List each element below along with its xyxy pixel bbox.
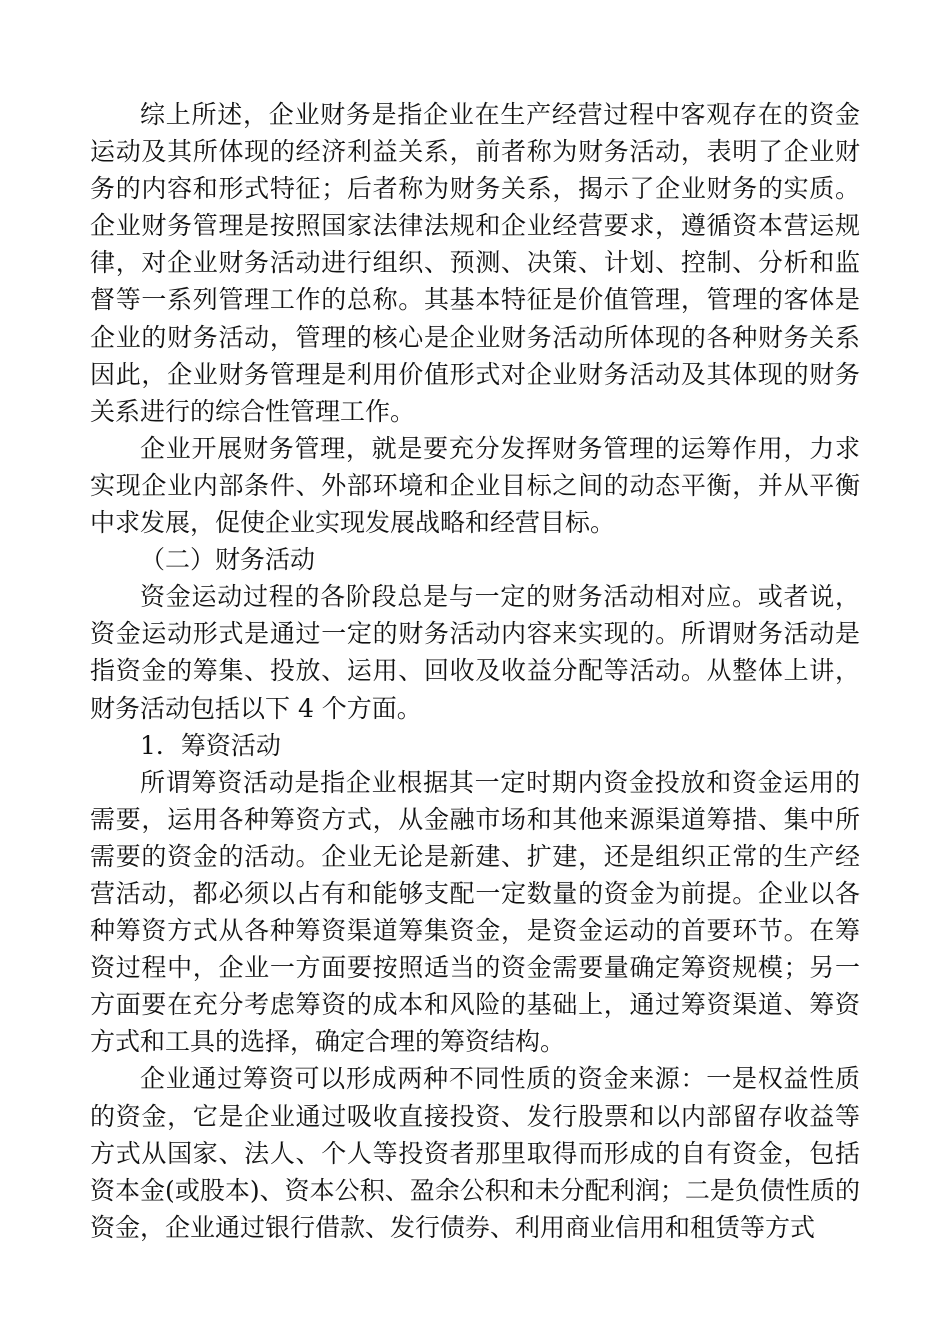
paragraph-capital-movement: 资金运动过程的各阶段总是与一定的财务活动相对应。或者说，资金运动形式是通过一定的财务活动内容来实现的。所谓财务活动是指资金的筹集、投放、运用、回收及收益分配等活动。从整体上讲，财务活动包括以下 4 个方面。 xyxy=(90,582,860,723)
paragraph-financial-management: 企业开展财务管理，就是要充分发挥财务管理的运筹作用，力求实现企业内部条件、外部环境和企业目标之间的动态平衡，并从平衡中求发展，促使企业实现发展战略和经营目标。 xyxy=(90,433,860,538)
subsection-heading-financing: 1．筹资活动 xyxy=(140,730,281,760)
paragraph-capital-sources: 企业通过筹资可以形成两种不同性质的资金来源：一是权益性质的资金，它是企业通过吸收直接投资、发行股票和以内部留存收益等方式从国家、法人、个人等投资者那里取得而形成的自有资金，包括资本金(或股本)、资本公积、盈余公积和未分配利润；二是负债性质的资金，企业通过银行借款、发行债券、利用商业信用和租赁等方式 xyxy=(90,1064,860,1242)
paragraph-financing-activities: 所谓筹资活动是指企业根据其一定时期内资金投放和资金运用的需要，运用各种筹资方式，从金融市场和其他来源渠道筹措、集中所需要的资金的活动。企业无论是新建、扩建，还是组织正常的生产经营活动，都必须以占有和能够支配一定数量的资金为前提。企业以各种筹资方式从各种筹资渠道筹集资金，是资金运动的首要环节。在筹资过程中，企业一方面要按照适当的资金需要量确定筹资规模；另一方面要在充分考虑筹资的成本和风险的基础上，通过筹资渠道、筹资方式和工具的选择，确定合理的筹资结构。 xyxy=(90,767,860,1057)
paragraph-summary: 综上所述，企业财务是指企业在生产经营过程中客观存在的资金运动及其所体现的经济利益关系，前者称为财务活动，表明了企业财务的内容和形式特征；后者称为财务关系，揭示了企业财务的实质。企业财务管理是按照国家法律法规和企业经营要求，遵循资本营运规律，对企业财务活动进行组织、预测、决策、计划、控制、分析和监督等一系列管理工作的总称。其基本特征是价值管理，管理的客体是企业的财务活动，管理的核心是企业财务活动所体现的各种财务关系因此，企业财务管理是利用价值形式对企业财务活动及其体现的财务关系进行的综合性管理工作。 xyxy=(90,100,860,426)
section-heading-financial-activities: （二）财务活动 xyxy=(140,545,316,575)
document-page xyxy=(90,96,860,1246)
